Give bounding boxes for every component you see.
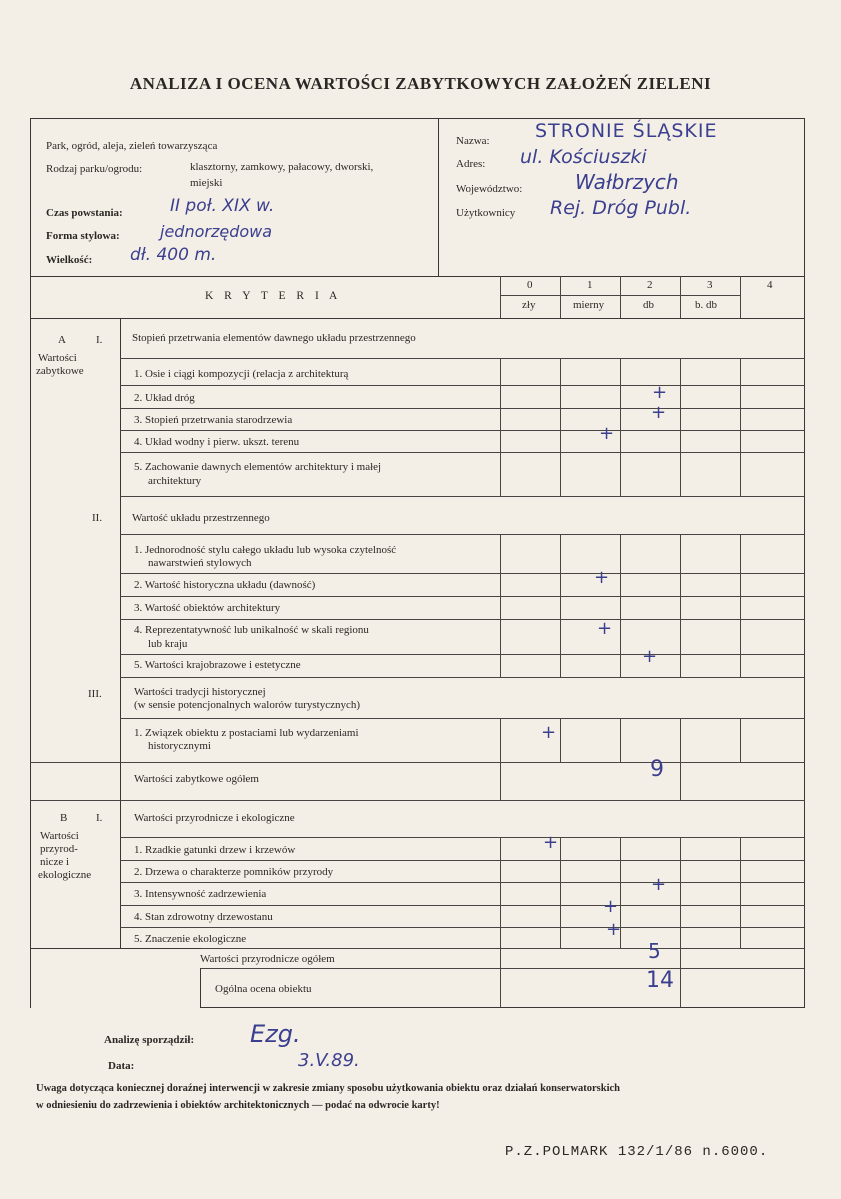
score-4: 4	[767, 279, 773, 291]
section-b-side-3: nicze i	[40, 856, 70, 868]
users-label: Użytkownicy	[456, 207, 516, 219]
plus-mark: +	[603, 896, 619, 917]
voivodeship-value: Wałbrzych	[575, 170, 679, 194]
g3-item-1b: historycznymi	[148, 740, 211, 752]
section-b-side-1: Wartości	[40, 830, 79, 842]
note-line-2: w odniesieniu do zadrzewienia i obiektów architektonicznych — podać na odwrocie karty!	[36, 1100, 440, 1111]
g2-item-4b: lub kraju	[148, 638, 188, 650]
park-kind-label: Rodzaj parku/ogrodu:	[46, 163, 143, 175]
group-3-title-2: (w sensie potencjonalnych walorów turystycznych)	[134, 699, 361, 711]
page-title: ANALIZA I OCENA WARTOŚCI ZABYTKOWYCH ZAŁOŻEŃ ZIELENI	[129, 74, 712, 93]
score-name-1: mierny	[573, 299, 605, 311]
section-a-roman: I.	[96, 334, 103, 346]
plus-mark: +	[594, 567, 610, 588]
date-value: 3.V.89.	[298, 1050, 360, 1071]
g1-item-2: 2. Układ dróg	[134, 392, 195, 404]
score-name-0: zły	[522, 299, 536, 311]
g2-item-3: 3. Wartość obiektów architektury	[134, 602, 281, 614]
plus-mark: +	[642, 646, 658, 667]
section-a-total-value: 9	[650, 757, 664, 782]
style-value: jednorzędowa	[160, 222, 273, 241]
section-b-total-value: 5	[648, 939, 661, 963]
group-3-title-1: Wartości tradycji historycznej	[134, 686, 266, 698]
section-a-side-1: Wartości	[38, 352, 77, 364]
criteria-label: K R Y T E R I A	[205, 290, 342, 302]
g1-item-5: 5. Zachowanie dawnych elementów architektury i małej	[134, 461, 382, 473]
plus-mark: +	[597, 618, 613, 639]
g2-item-2: 2. Wartość historyczna układu (dawność)	[134, 579, 316, 591]
section-b-side-2: przyrod-	[40, 843, 78, 855]
size-label: Wielkość:	[46, 254, 93, 266]
group-3-roman: III.	[88, 688, 102, 700]
g2-item-5: 5. Wartości krajobrazowe i estetyczne	[134, 659, 301, 671]
score-2: 2	[647, 279, 653, 291]
park-type-label: Park, ogród, aleja, zieleń towarzysząca	[46, 140, 218, 152]
address-label: Adres:	[456, 158, 486, 170]
score-name-3: b. db	[695, 299, 717, 311]
g2-item-4: 4. Reprezentatywność lub unikalność w skali regionu	[134, 624, 369, 636]
section-b-side-4: ekologiczne	[38, 869, 92, 881]
score-1: 1	[587, 279, 593, 291]
note-line-1: Uwaga dotycząca koniecznej doraźnej interwencji w zakresie zmiany sposobu użytkowania obiektu oraz działań konserwatorskich	[36, 1083, 620, 1094]
created-value: II poł. XIX w.	[170, 196, 275, 216]
b-item-3: 3. Intensywność zadrzewienia	[134, 888, 267, 900]
section-b-title: Wartości przyrodnicze i ekologiczne	[134, 812, 295, 824]
section-a-side-2: zabytkowe	[36, 365, 84, 377]
plus-mark: +	[599, 423, 615, 444]
g1-item-3: 3. Stopień przetrwania starodrzewia	[134, 414, 293, 426]
group-2-title: Wartość układu przestrzennego	[132, 512, 270, 524]
group-2-roman: II.	[92, 512, 103, 524]
plus-mark: +	[543, 832, 559, 853]
print-code: P.Z.POLMARK 132/1/86 n.6000.	[505, 1144, 769, 1160]
plus-mark: +	[651, 874, 667, 895]
address-value: ul. Kościuszki	[520, 146, 647, 168]
date-label: Data:	[108, 1060, 135, 1072]
users-value: Rej. Dróg Publ.	[550, 197, 692, 219]
plus-mark: +	[541, 722, 557, 743]
name-label: Nazwa:	[456, 135, 490, 147]
created-label: Czas powstania:	[46, 207, 123, 219]
section-b-roman: I.	[96, 812, 103, 824]
plus-mark: +	[652, 382, 668, 403]
g2-item-1: 1. Jednorodność stylu całego układu lub wysoka czytelność	[134, 544, 397, 556]
plus-mark: +	[651, 402, 667, 423]
name-value: STRONIE ŚLĄSKIE	[535, 120, 718, 142]
section-a-letter: A	[58, 334, 66, 346]
overall-label: Ogólna ocena obiektu	[215, 983, 312, 995]
g3-item-1: 1. Związek obiektu z postaciami lub wydarzeniami	[134, 727, 359, 739]
park-kind-options-2: miejski	[190, 177, 223, 189]
style-label: Forma stylowa:	[46, 230, 120, 242]
g1-item-5b: architektury	[148, 475, 202, 487]
plus-mark: +	[606, 919, 622, 940]
voivodeship-label: Województwo:	[456, 183, 523, 195]
section-b-letter: B	[60, 812, 68, 824]
score-name-2: db	[643, 299, 654, 311]
park-kind-options-1: klasztorny, zamkowy, pałacowy, dworski,	[190, 161, 374, 173]
g1-item-4: 4. Układ wodny i pierw. ukszt. terenu	[134, 436, 300, 448]
section-a-total-label: Wartości zabytkowe ogółem	[134, 773, 259, 785]
section-b-total-label: Wartości przyrodnicze ogółem	[200, 953, 335, 965]
b-item-4: 4. Stan zdrowotny drzewostanu	[134, 911, 273, 923]
g1-item-1: 1. Osie i ciągi kompozycji (relacja z architekturą	[134, 368, 349, 380]
g2-item-1b: nawarstwień stylowych	[148, 557, 252, 569]
score-0: 0	[527, 279, 533, 291]
score-3: 3	[707, 279, 713, 291]
author-signature: Ezg.	[250, 1020, 301, 1048]
author-label: Analizę sporządził:	[104, 1034, 195, 1046]
b-item-5: 5. Znaczenie ekologiczne	[134, 933, 247, 945]
b-item-2: 2. Drzewa o charakterze pomników przyrody	[134, 866, 334, 878]
b-item-1: 1. Rzadkie gatunki drzew i krzewów	[134, 844, 296, 856]
overall-value: 14	[646, 968, 674, 993]
group-1-title: Stopień przetrwania elementów dawnego układu przestrzennego	[132, 332, 416, 344]
size-value: dł. 400 m.	[130, 245, 217, 265]
